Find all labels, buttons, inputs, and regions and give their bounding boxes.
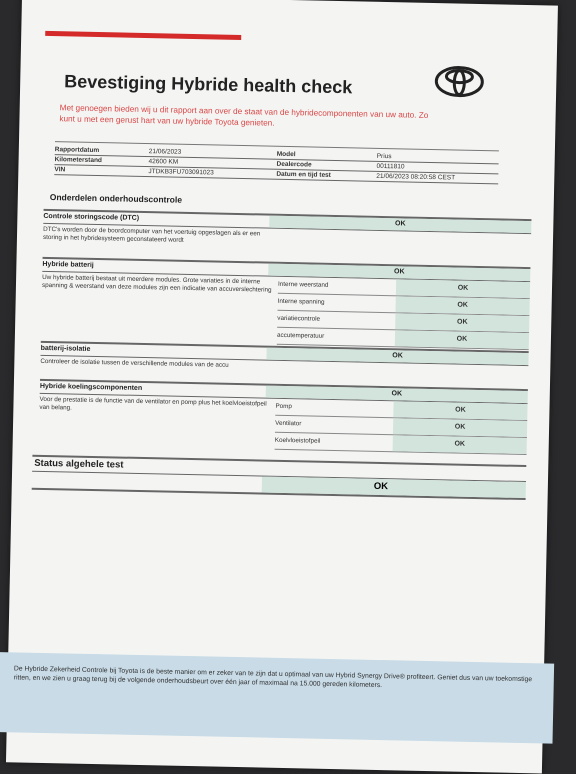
meta-value: 21/06/2023 08:20:58 CEST — [376, 172, 456, 182]
meta-key: Dealercode — [276, 160, 312, 169]
sub-check-result: OK — [393, 435, 527, 454]
overall-status-result: OK — [262, 477, 526, 499]
check-title: Hybride batterij — [42, 260, 94, 269]
check-result: OK — [268, 264, 530, 281]
overall-status — [32, 455, 527, 500]
meta-key: Datum en tijd test — [276, 170, 331, 179]
check-result: OK — [266, 348, 528, 365]
meta-value: 21/06/2023 — [148, 148, 182, 156]
check-block-cooling — [39, 379, 528, 455]
check-title: Hybride koelingscomponenten — [39, 382, 143, 392]
meta-value: 42600 KM — [148, 158, 179, 166]
sub-check-label: Pomp — [275, 402, 293, 411]
check-body — [41, 272, 530, 350]
sub-check-result: OK — [393, 418, 527, 437]
sub-check-result: OK — [395, 330, 529, 349]
check-body — [39, 394, 528, 455]
check-description: Controleer de isolatie tussen de verschillende modules van de accu — [40, 357, 229, 369]
sub-check-label: Interne spanning — [277, 297, 325, 306]
report-sheet — [6, 0, 558, 773]
meta-key: Rapportdatum — [54, 146, 100, 155]
brand-red-bar — [45, 31, 241, 40]
check-description: DTC's worden door de boordcomputer van het voertuig opgeslagen als er een storing in het hybridesysteem geconstateerd wordt — [42, 225, 261, 244]
check-result: OK — [266, 386, 528, 403]
spacer — [32, 472, 262, 493]
check-title: Controle storingscode (DTC) — [43, 212, 140, 222]
toyota-logo-icon — [434, 65, 485, 98]
sub-check-label: Ventilator — [275, 419, 302, 428]
meta-key: Model — [276, 150, 296, 159]
sub-check-list — [277, 277, 530, 350]
check-description: Voor de prestatie is de functie van de ventilator en pomp plus het koelvloeistofpeil van belang. — [39, 395, 267, 412]
overall-status-title: Status algehele test — [32, 455, 526, 482]
sub-check-result: OK — [395, 313, 529, 332]
sub-check-list — [275, 399, 528, 455]
sub-check-label: Interne weerstand — [277, 280, 329, 289]
meta-key: VIN — [54, 166, 66, 174]
check-title: batterij-isolatie — [40, 344, 91, 353]
check-block-dtc — [43, 209, 532, 252]
meta-value: JTDKB3FU703091023 — [148, 168, 214, 177]
meta-value: 00111810 — [376, 162, 405, 171]
check-block-battery — [41, 257, 531, 350]
meta-key: Kilometerstand — [54, 156, 102, 165]
sub-check-label: Koelvloeistofpeil — [274, 436, 321, 445]
intro-text: Met genoegen bieden wij u dit rapport aan over de staat van de hybridecomponenten van uw auto. Zo kunt u met een gerust hart van uw hybride Toyota genieten. — [59, 103, 429, 128]
footer-note: De Hybride Zekerheid Controle bij Toyota is de beste manier om er zeker van te zijn dat u optimaal van uw Hybrid Synergy Drive® profiteert. Geniet dus van uw toekomstige ritten, en we zien u graag terug bij de volgende onderhoudsbeurt over één jaar of maximaal na 15.000 gereden kilometers. — [0, 652, 554, 744]
sub-check-label: accutemperatuur — [276, 331, 325, 340]
page-title: Bevestiging Hybride health check — [64, 71, 353, 98]
report-meta-table — [54, 145, 499, 184]
meta-value: Prius — [376, 152, 392, 161]
check-result: OK — [269, 216, 531, 233]
sub-check-result: OK — [393, 401, 527, 420]
sub-check-result: OK — [395, 296, 529, 315]
sub-check-label: variatiecontrole — [277, 314, 321, 323]
section-title: Onderdelen onderhoudscontrole — [49, 192, 183, 205]
check-description: Uw hybride batterij bestaat uit meerdere modules. Grote variaties in de interne spanning & weerstand van deze modules zijn een indicatie van accuverslechtering — [41, 273, 272, 294]
sub-check-result: OK — [396, 279, 530, 298]
